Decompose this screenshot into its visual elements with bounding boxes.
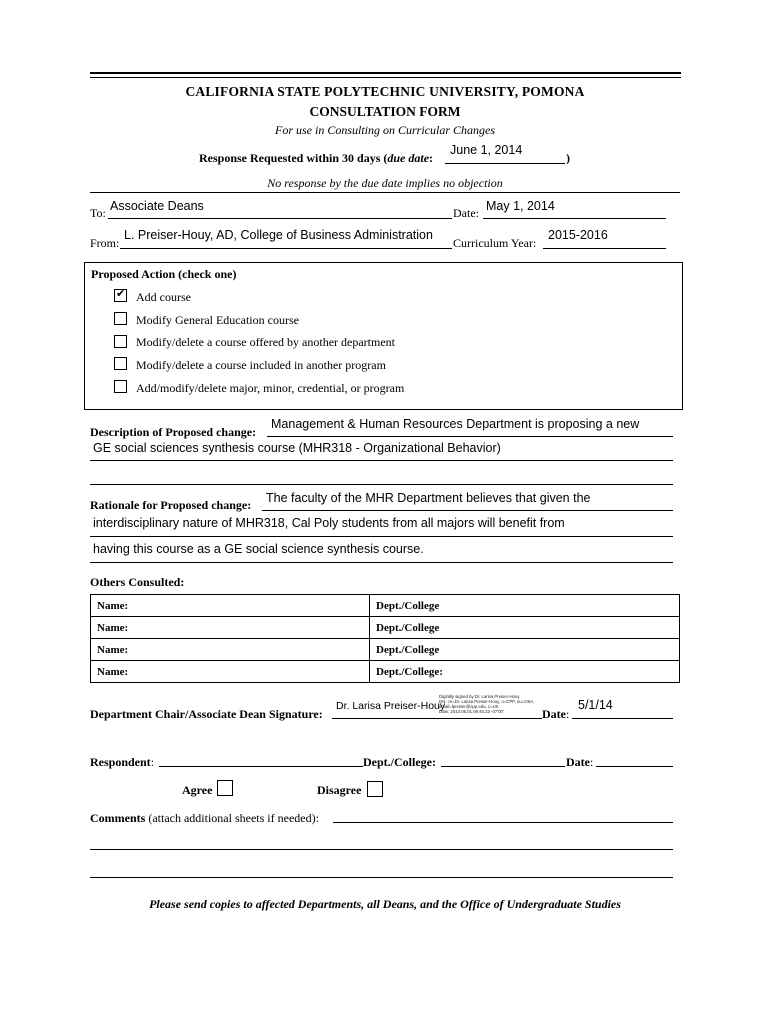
comments-underline-2[interactable]: [90, 849, 673, 850]
add-course-label: Add course: [136, 290, 191, 304]
description-underline-3: [90, 484, 673, 485]
name-cell[interactable]: Name:: [91, 639, 370, 661]
others-consulted-table: [90, 594, 680, 683]
signature-date-colon: :: [566, 707, 570, 721]
signature-date-field[interactable]: 5/1/14: [578, 698, 613, 712]
signature-date-label: [542, 707, 569, 722]
dept-college-cell[interactable]: Dept./College: [370, 639, 680, 661]
comments-underline-3[interactable]: [90, 877, 673, 878]
table-row: [91, 595, 680, 617]
modify-other-program-course-checkbox[interactable]: [114, 357, 127, 370]
respondent-dept-colon: :: [431, 755, 436, 769]
signature-date-label-text: Date: [542, 707, 566, 721]
comments-label: [90, 811, 319, 826]
stamp-line: Digitally signed by Dr. Larisa Preiser-Houy: [439, 694, 520, 699]
program-change-checkbox[interactable]: [114, 380, 127, 393]
digital-signature-stamp: [439, 694, 539, 714]
respondent-dept-label: [363, 755, 436, 770]
stamp-line: DN: cn=Dr. Larisa Preiser-Houy, o=CPP, ou=CBA,: [439, 699, 535, 704]
respondent-label: [90, 755, 154, 770]
signature-label: Department Chair/Associate Dean Signature:: [90, 707, 323, 721]
response-close-paren: ): [566, 151, 570, 165]
form-title-university: CALIFORNIA STATE POLYTECHNIC UNIVERSITY, POMONA: [185, 84, 585, 99]
description-underline-2: [90, 460, 673, 461]
add-course-checkbox[interactable]: [114, 289, 127, 302]
table-row: [91, 661, 680, 683]
rationale-underline-1: [262, 510, 673, 511]
description-label: Description of Proposed change:: [90, 425, 257, 439]
respondent-colon: :: [150, 755, 155, 769]
table-row: [91, 617, 680, 639]
comments-underline-1[interactable]: [333, 822, 673, 823]
rationale-label: Rationale for Proposed change:: [90, 498, 252, 512]
no-response-note: No response by the due date implies no objection: [267, 176, 503, 190]
response-requested-label: [199, 151, 433, 166]
rationale-line-1[interactable]: The faculty of the MHR Department believes that given the: [266, 491, 591, 505]
from-field[interactable]: L. Preiser-Houy, AD, College of Business Administration: [124, 228, 433, 242]
date-underline: [483, 218, 666, 219]
description-underline-1: [267, 436, 673, 437]
modify-ge-course-checkbox[interactable]: [114, 312, 127, 325]
disagree-label: Disagree: [317, 783, 362, 797]
table-row: [91, 639, 680, 661]
signature-underline: [332, 718, 542, 719]
signature-date-underline: [572, 718, 673, 719]
to-underline: [108, 218, 452, 219]
due-date-underline: [445, 163, 565, 164]
others-consulted-heading: Others Consulted:: [90, 575, 185, 589]
respondent-date-underline[interactable]: [596, 766, 673, 767]
date-field[interactable]: May 1, 2014: [486, 199, 555, 213]
modify-other-dept-course-checkbox[interactable]: [114, 335, 127, 348]
to-label: To:: [90, 206, 106, 220]
agree-checkbox[interactable]: [217, 780, 233, 796]
top-rule-thin: [90, 77, 681, 78]
from-label: From:: [90, 236, 120, 250]
name-cell[interactable]: Name:: [91, 661, 370, 683]
dept-college-cell[interactable]: Dept./College:: [370, 661, 680, 683]
respondent-dept-underline[interactable]: [441, 766, 565, 767]
agree-label: Agree: [182, 783, 213, 797]
dept-college-cell[interactable]: Dept./College: [370, 595, 680, 617]
response-label-text: Response Requested within 30 days (: [199, 151, 388, 165]
header-divider: [90, 192, 680, 193]
proposed-action-heading: Proposed Action (check one): [91, 267, 237, 281]
modify-ge-course-label: Modify General Education course: [136, 313, 299, 327]
respondent-dept-label-text: Dept./College: [363, 755, 432, 769]
modify-other-dept-course-label: Modify/delete a course offered by another department: [136, 335, 396, 349]
signer-name[interactable]: Dr. Larisa Preiser-Houy: [336, 700, 446, 712]
footer-note: Please send copies to affected Departments, all Deans, and the Office of Undergraduate Studies: [149, 897, 621, 911]
due-date-field[interactable]: June 1, 2014: [450, 143, 523, 157]
due-date-colon: :: [429, 151, 434, 165]
respondent-underline[interactable]: [159, 766, 363, 767]
stamp-line: Date: 2014.05.01 09:46:23 -07'00': [439, 709, 504, 714]
rationale-underline-3: [90, 562, 673, 563]
comments-label-text: Comments: [90, 811, 146, 825]
name-cell[interactable]: Name:: [91, 617, 370, 639]
form-subtitle: For use in Consulting on Curricular Changes: [274, 123, 495, 137]
from-underline: [120, 248, 452, 249]
respondent-label-text: Respondent: [90, 755, 151, 769]
curriculum-year-underline: [543, 248, 666, 249]
respondent-date-label: [566, 755, 593, 770]
rationale-line-2[interactable]: interdisciplinary nature of MHR318, Cal Poly students from all majors will benefit from: [93, 516, 565, 530]
respondent-date-label-text: Date: [566, 755, 590, 769]
comments-hint: (attach additional sheets if needed):: [145, 811, 319, 825]
description-line-1[interactable]: Management & Human Resources Department is proposing a new: [271, 417, 640, 431]
rationale-underline-2: [90, 536, 673, 537]
respondent-date-colon: :: [590, 755, 594, 769]
name-cell[interactable]: Name:: [91, 595, 370, 617]
to-field[interactable]: Associate Deans: [110, 199, 204, 213]
disagree-checkbox[interactable]: [367, 781, 383, 797]
description-line-2[interactable]: GE social sciences synthesis course (MHR318 - Organizational Behavior): [93, 441, 501, 455]
stamp-line: email=lpreiser@cpp.edu, c=US: [439, 704, 499, 709]
curriculum-year-field[interactable]: 2015-2016: [548, 228, 608, 242]
curriculum-year-label: Curriculum Year:: [453, 236, 537, 250]
program-change-label: Add/modify/delete major, minor, credential, or program: [136, 381, 405, 395]
due-date-label: due date: [387, 151, 430, 165]
dept-college-cell[interactable]: Dept./College: [370, 617, 680, 639]
date-label: Date:: [453, 206, 479, 220]
form-title: CONSULTATION FORM: [309, 104, 461, 119]
rationale-line-3[interactable]: having this course as a GE social science synthesis course.: [93, 542, 424, 556]
top-rule-thick: [90, 72, 681, 74]
modify-other-program-course-label: Modify/delete a course included in another program: [136, 358, 386, 372]
